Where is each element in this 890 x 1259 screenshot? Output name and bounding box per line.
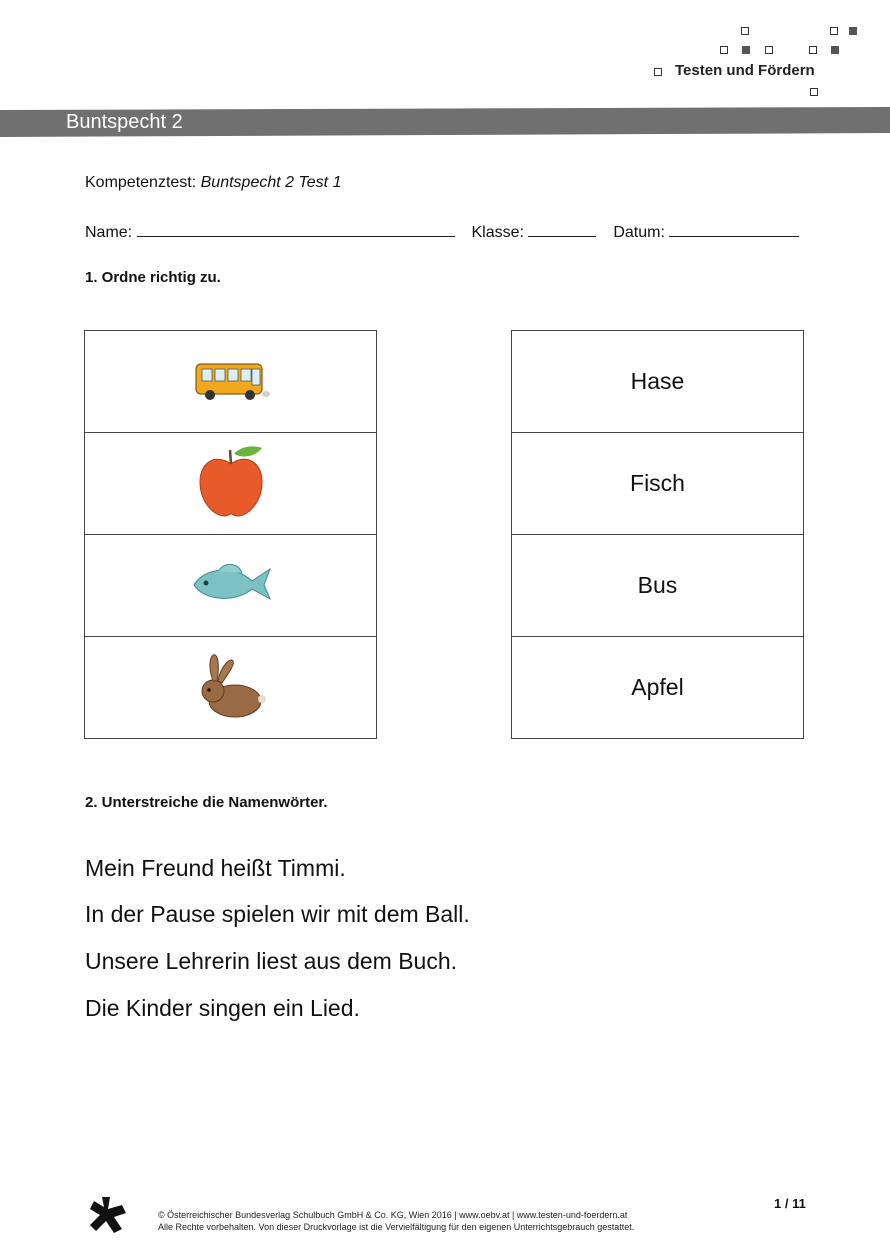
word-cell[interactable]: Bus bbox=[512, 535, 804, 637]
name-label: Name: bbox=[85, 224, 133, 241]
logo-text: Testen und Fördern bbox=[675, 62, 815, 79]
word-cell[interactable]: Fisch bbox=[512, 433, 804, 535]
student-info-line bbox=[85, 222, 799, 242]
class-field[interactable] bbox=[528, 222, 596, 237]
word-cell[interactable]: Apfel bbox=[512, 637, 804, 739]
sentence[interactable]: Die Kinder singen ein Lied. bbox=[85, 995, 360, 1021]
sentence[interactable]: In der Pause spielen wir mit dem Ball. bbox=[85, 901, 470, 927]
sentence[interactable]: Unsere Lehrerin liest aus dem Buch. bbox=[85, 948, 458, 974]
copyright-line: © Österreichischer Bundesverlag Schulbuch GmbH & Co. KG, Wien 2016 | www.oebv.at | www.testen-und-foerdern.at bbox=[158, 1210, 628, 1220]
sentence[interactable]: Mein Freund heißt Timmi. bbox=[85, 855, 346, 881]
picture-table bbox=[84, 330, 377, 739]
date-field[interactable] bbox=[669, 222, 799, 237]
date-label: Datum: bbox=[613, 224, 665, 241]
picture-cell[interactable] bbox=[85, 535, 377, 637]
picture-cell[interactable] bbox=[85, 433, 377, 535]
bus-icon bbox=[188, 344, 274, 414]
word-table bbox=[511, 330, 804, 739]
class-label: Klasse: bbox=[471, 224, 524, 241]
rabbit-icon bbox=[191, 645, 271, 725]
fish-icon bbox=[186, 553, 276, 613]
test-title-line bbox=[85, 174, 341, 192]
picture-cell[interactable] bbox=[85, 331, 377, 433]
copyright-notice bbox=[158, 1209, 634, 1233]
name-field[interactable] bbox=[137, 222, 455, 237]
rights-line: Alle Rechte vorbehalten. Von dieser Druckvorlage ist die Vervielfältigung für den eigenen Unterrichtsgebrauch gestattet. bbox=[158, 1222, 635, 1232]
word-cell[interactable]: Hase bbox=[512, 331, 804, 433]
publisher-logo bbox=[648, 22, 868, 102]
banner-title: Buntspecht 2 bbox=[66, 111, 183, 133]
task2-title: 2. Unterstreiche die Namenwörter. bbox=[85, 794, 328, 811]
publisher-mark-icon bbox=[88, 1195, 128, 1235]
page-number: 1 / 11 bbox=[774, 1196, 806, 1211]
task1-title: 1. Ordne richtig zu. bbox=[85, 269, 221, 286]
test-label: Kompetenztest: bbox=[85, 174, 197, 191]
picture-cell[interactable] bbox=[85, 637, 377, 739]
apple-icon bbox=[188, 438, 274, 524]
test-name: Buntspecht 2 Test 1 bbox=[200, 174, 342, 191]
